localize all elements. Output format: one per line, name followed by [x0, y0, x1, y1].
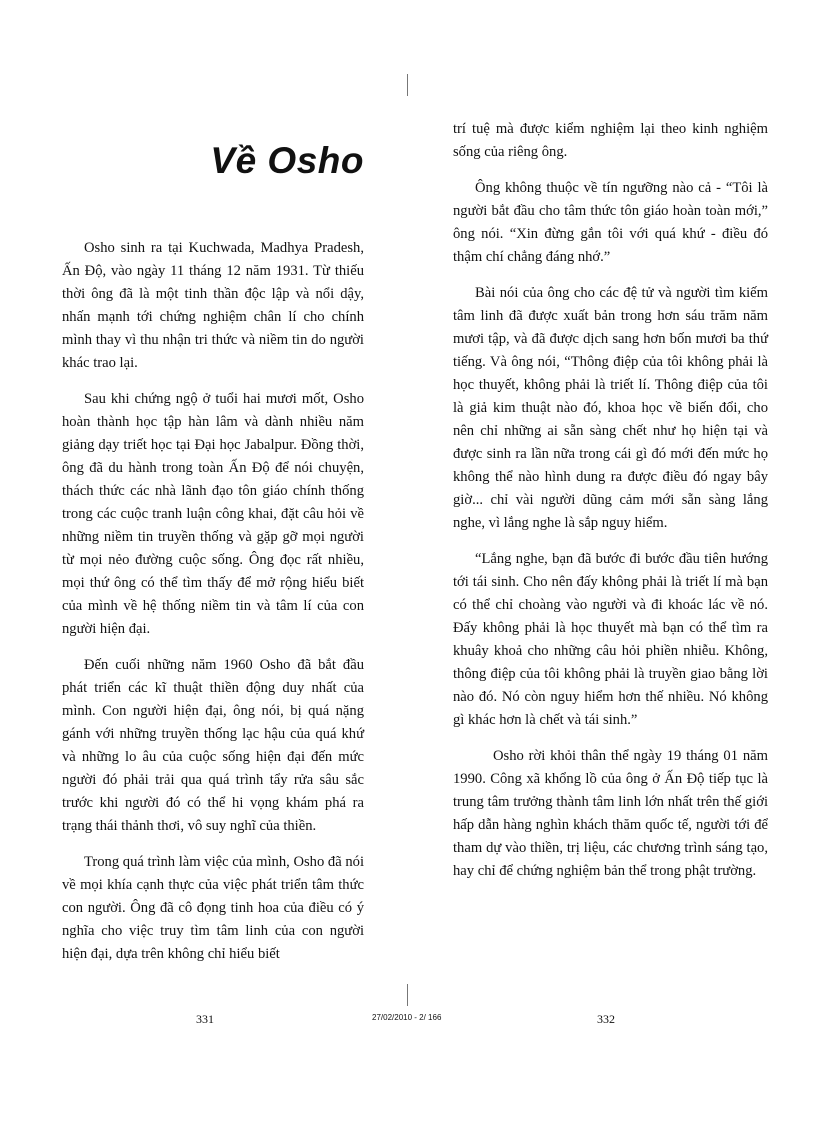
fold-mark-top: [407, 74, 408, 96]
left-page: [62, 140, 364, 979]
page-number-right: 332: [597, 1012, 615, 1026]
print-stamp: 27/02/2010 - 2/ 166: [372, 1013, 442, 1022]
paragraph: Ông không thuộc về tín ngưỡng nào cả - “Tôi là người bắt đầu cho tâm thức tôn giáo hoàn toàn mới,” ông nói. “Xin đừng gắn tôi với quá khứ - điều đó thậm chí chẳng đáng nhớ.”: [453, 180, 768, 265]
paragraph: trí tuệ mà được kiểm nghiệm lại theo kinh nghiệm sống của riêng ông.: [453, 121, 768, 160]
right-page: [453, 118, 768, 896]
paragraph: Sau khi chứng ngộ ở tuổi hai mươi mốt, Osho hoàn thành học tập hàn lâm và dành nhiều năm giảng dạy triết học tại Đại học Jabalpur. Đồng thời, ông đã du hành trong toàn Ấn Độ để nói chuyện, thách thức các nhà lãnh đạo tôn giáo chính thống trong các cuộc tranh luận công khai, đặt câu hỏi về những niềm tin truyền thống và gặp gỡ mọi người từ mọi nẻo đường cuộc sống. Ông đọc rất nhiều, mọi thứ ông có thể tìm thấy để mở rộng hiểu biết của mình về hệ thống niềm tin và tâm lí của con người hiện đại.: [62, 391, 364, 637]
page-number-left: 331: [196, 1012, 214, 1026]
fold-mark-bottom: [407, 984, 408, 1006]
paragraph: Đến cuối những năm 1960 Osho đã bắt đầu phát triển các kĩ thuật thiền động duy nhất của mình. Con người hiện đại, ông nói, bị quá nặng gánh với những truyền thống lạc hậu của quá khứ và những lo âu của cuộc sống hiện đại đến mức người đó phải trải qua quá trình tẩy rửa sâu sắc trước khi người đó có thể hi vọng khám phá ra trạng thái thảnh thơi, vô suy nghĩ của thiền.: [62, 657, 364, 834]
paragraph: Trong quá trình làm việc của mình, Osho đã nói về mọi khía cạnh thực của việc phát triển tâm thức con người. Ông đã cô đọng tinh hoa của điều có ý nghĩa cho việc truy tìm tâm linh của con người hiện đại, dựa trên không chỉ hiểu biết: [62, 854, 364, 962]
paragraph: Osho sinh ra tại Kuchwada, Madhya Pradesh, Ấn Độ, vào ngày 11 tháng 12 năm 1931. Từ thiếu thời ông đã là một tinh thần độc lập và nổi dậy, nhấn mạnh tới chứng nghiệm chân lí cho chính mình thay vì thu nhận tri thức và niềm tin do người khác trao lại.: [62, 240, 364, 371]
paragraph: “Lắng nghe, bạn đã bước đi bước đầu tiên hướng tới tái sinh. Cho nên đấy không phải là triết lí mà bạn có thể chỉ choàng vào người và đi khoác lác về nó. Đấy không phải là học thuyết mà bạn có thể tìm ra khuây khoả cho những câu hỏi phiền nhiễu. Không, thông điệp của tôi không phải là truyền giao bằng lời nào đó. Nó còn nguy hiểm hơn thế nhiều. Nó không gì khác hơn là chết và tái sinh.”: [453, 551, 768, 728]
paragraph: Bài nói của ông cho các đệ tử và người tìm kiếm tâm linh đã được xuất bản trong hơn sáu trăm năm mươi tập, và đã được dịch sang hơn bốn mươi ba thứ tiếng. Và ông nói, “Thông điệp của tôi không phải là học thuyết, không phải là triết lí. Thông điệp của tôi là giả kim thuật nào đó, khoa học về biến đổi, cho nên chỉ những ai sẵn sàng chết như họ hiện tại và được sinh ra lần nữa trong cái gì đó mới đến mức họ không thể nào hình dung ra được điều đó ngay bây giờ... chỉ vài người dũng cảm mới sẵn sàng lắng nghe, vì lắng nghe là sắp nguy hiểm.: [453, 285, 768, 531]
page-title: Về Osho: [210, 140, 364, 181]
paragraph: Osho rời khỏi thân thể ngày 19 tháng 01 năm 1990. Công xã khổng lồ của ông ở Ấn Độ tiếp tục là trung tâm trưởng thành tâm linh lớn nhất trên thế giới hấp dẫn hàng nghìn khách thăm quốc tế, người tới để tham dự vào thiền, trị liệu, các chương trình sáng tạo, hay chỉ để chứng nghiệm bản thể trong phật trường.: [453, 748, 768, 879]
